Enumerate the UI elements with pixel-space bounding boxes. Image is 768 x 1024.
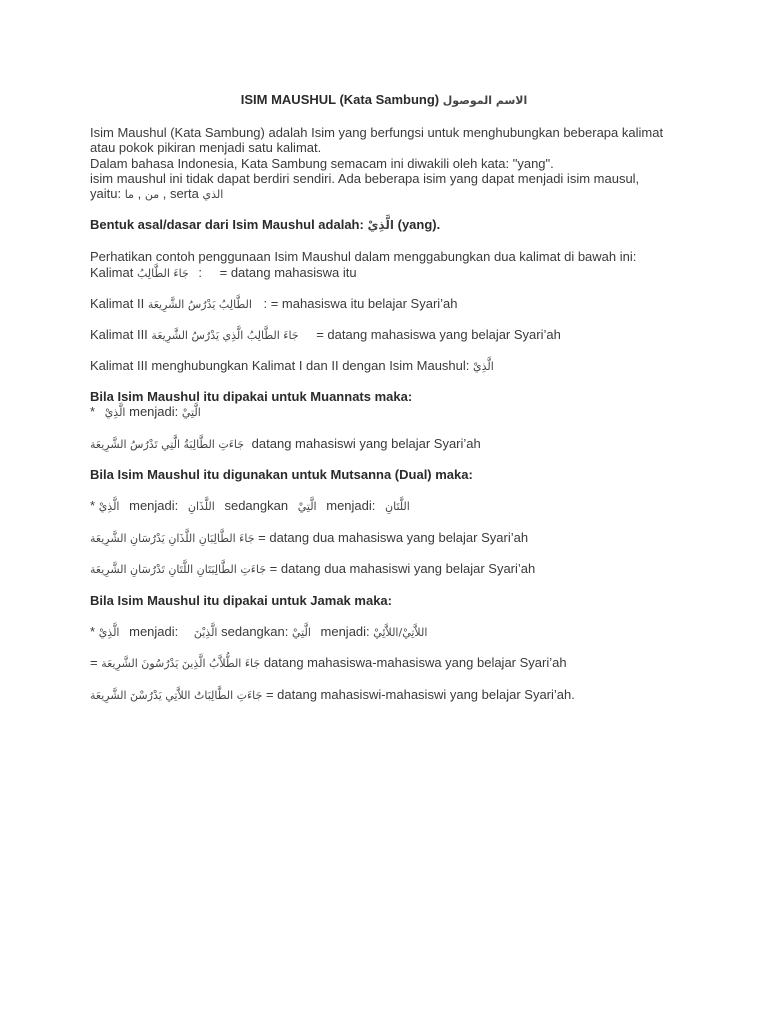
bentuk-prefix: Bentuk asal/dasar dari Isim Maushul adalah:	[90, 217, 364, 232]
muannats-from: الَّذِيْ	[104, 406, 126, 419]
bentuk-suffix: (yang).	[397, 217, 441, 232]
intro-sep-2: , serta	[162, 186, 199, 201]
k1-label: Kalimat	[90, 265, 134, 280]
contoh-intro: Perhatikan contoh penggunaan Isim Maushul dalam menggabungkan dua kalimat di bawah ini:	[90, 249, 637, 264]
muannats-ex-meaning: datang mahasiswi yang belajar Syari’ah	[251, 436, 481, 451]
muannats-example	[90, 436, 481, 452]
jamak-example-1	[90, 655, 567, 671]
muannats-ex-arabic: جَاءَتِ الطَّالِبَةُ الَّتِي تَدْرُسُ الشَّرِيعَة	[90, 438, 245, 451]
jamak-bullet: *	[90, 624, 96, 639]
k2-meaning: : = mahasiswa itu belajar Syari’ah	[263, 296, 458, 311]
mutsanna-mid-2: menjadi:	[326, 498, 376, 513]
jamak-ex2-arabic: جَاءَتِ الطَّالِبَاتُ اللاَّتِي يَدْرُسْنَ الشَّرِيعَة	[90, 689, 263, 702]
kalimat-1	[90, 265, 357, 281]
jamak-b-to: اللاَّتِيْ/اللاَّئِيْ	[373, 626, 428, 639]
jamak-a-to: الَّذِيْنَ	[193, 626, 218, 639]
jamak-mid-2: menjadi:	[320, 624, 370, 639]
kalimat-3-note	[90, 358, 494, 374]
mutsanna-sedangkan: sedangkan	[224, 498, 289, 513]
kalimat-2	[90, 296, 458, 312]
intro-line-5	[90, 186, 223, 202]
arabic-alladzi: الذي	[202, 188, 224, 201]
bentuk-line	[90, 217, 440, 233]
jamak-ex1-meaning: datang mahasiswa-mahasiswa yang belajar Syari’ah	[263, 655, 567, 670]
intro-yaitu: yaitu:	[90, 186, 122, 201]
title-latin: ISIM MAUSHUL (Kata Sambung)	[240, 92, 440, 107]
arabic-ma: ما	[124, 188, 134, 201]
jamak-rule	[90, 624, 427, 640]
jamak-example-2	[90, 687, 575, 703]
k3-note-prefix: Kalimat III menghubungkan Kalimat I dan II dengan Isim Maushul:	[90, 358, 470, 373]
mutsanna-rule	[90, 498, 410, 514]
jamak-heading: Bila Isim Maushul itu dipakai untuk Jamak maka:	[90, 593, 392, 608]
muannats-mid: menjadi:	[129, 404, 179, 419]
k1-arabic: جَاءَ الطَّالِبُ	[136, 267, 189, 280]
mutsanna-mid-1: menjadi:	[129, 498, 179, 513]
k1-sep: :	[198, 265, 202, 280]
muannats-heading: Bila Isim Maushul itu dipakai untuk Muannats maka:	[90, 389, 413, 404]
jamak-mid-1: menjadi:	[129, 624, 179, 639]
mutsanna-example-1	[90, 530, 528, 546]
intro-line-1: Isim Maushul (Kata Sambung) adalah Isim yang berfungsi untuk menghubungkan beberapa kalimat	[90, 125, 664, 140]
k1-meaning: = datang mahasiswa itu	[219, 265, 357, 280]
mutsanna-a-to: اللَّذَانِ	[187, 500, 215, 513]
mutsanna-b-from: الَّتِيْ	[297, 500, 317, 513]
k3-note-arabic: الَّذِيْ	[473, 360, 494, 373]
mutsanna-a-from: الَّذِيْ	[98, 500, 120, 513]
mutsanna-bullet: *	[90, 498, 96, 513]
mutsanna-example-2	[90, 561, 535, 577]
k2-arabic: الطَّالِبُ يَدْرُسُ الشَّرِيعَة	[147, 298, 252, 311]
jamak-ex2-meaning: = datang mahasiswi-mahasiswi yang belajar Syari’ah.	[265, 687, 575, 702]
muannats-bullet: *	[90, 404, 96, 419]
intro-sep-1: ,	[137, 186, 142, 201]
mutsanna-ex1-arabic: جَاءَ الطَّالِبَانِ اللَّذَانِ يَدْرُسَانِ الشَّرِيعَة	[90, 532, 255, 545]
k3-meaning: = datang mahasiswa yang belajar Syari’ah	[316, 327, 561, 342]
jamak-b-from: الَّتِيْ	[291, 626, 311, 639]
mutsanna-ex2-arabic: جَاءَتِ الطَّالِبَتَانِ اللَّتَانِ تَدْرُسَانِ الشَّرِيعَة	[90, 563, 267, 576]
k2-label: Kalimat II	[90, 296, 145, 311]
mutsanna-ex2-meaning: = datang dua mahasiswi yang belajar Syari’ah	[269, 561, 536, 576]
k3-label: Kalimat III	[90, 327, 148, 342]
k3-arabic: جَاءَ الطَّالِبُ الَّذِي يَدْرُسُ الشَّرِيعَة	[151, 329, 299, 342]
page-title	[90, 92, 678, 107]
arabic-man: من	[144, 188, 160, 201]
intro-line-2: atau pokok pikiran menjadi satu kalimat.	[90, 140, 322, 155]
jamak-ex1-prefix: =	[90, 655, 98, 670]
mutsanna-b-to: اللَّتَانِ	[385, 500, 410, 513]
jamak-ex1-arabic: جَاءَ الطُّلاَّبُ الَّذِينَ يَدْرُسُونَ الشَّرِيعَة	[101, 657, 261, 670]
mutsanna-ex1-meaning: = datang dua mahasiswa yang belajar Syari’ah	[258, 530, 529, 545]
bentuk-arabic: الَّذِيْ	[367, 218, 394, 232]
muannats-to: الَّتِيْ	[181, 406, 201, 419]
jamak-a-from: الَّذِيْ	[98, 626, 120, 639]
mutsanna-heading: Bila Isim Maushul itu digunakan untuk Mutsanna (Dual) maka:	[90, 467, 473, 482]
intro-line-4: isim maushul ini tidak dapat berdiri sendiri. Ada beberapa isim yang dapat menjadi isim mausul,	[90, 171, 640, 186]
kalimat-3	[90, 327, 561, 343]
muannats-rule	[90, 404, 201, 420]
jamak-sedangkan: sedangkan:	[221, 624, 289, 639]
title-arabic: الاسم الموصول	[442, 94, 528, 107]
intro-line-3: Dalam bahasa Indonesia, Kata Sambung semacam ini diwakili oleh kata: "yang".	[90, 156, 554, 171]
